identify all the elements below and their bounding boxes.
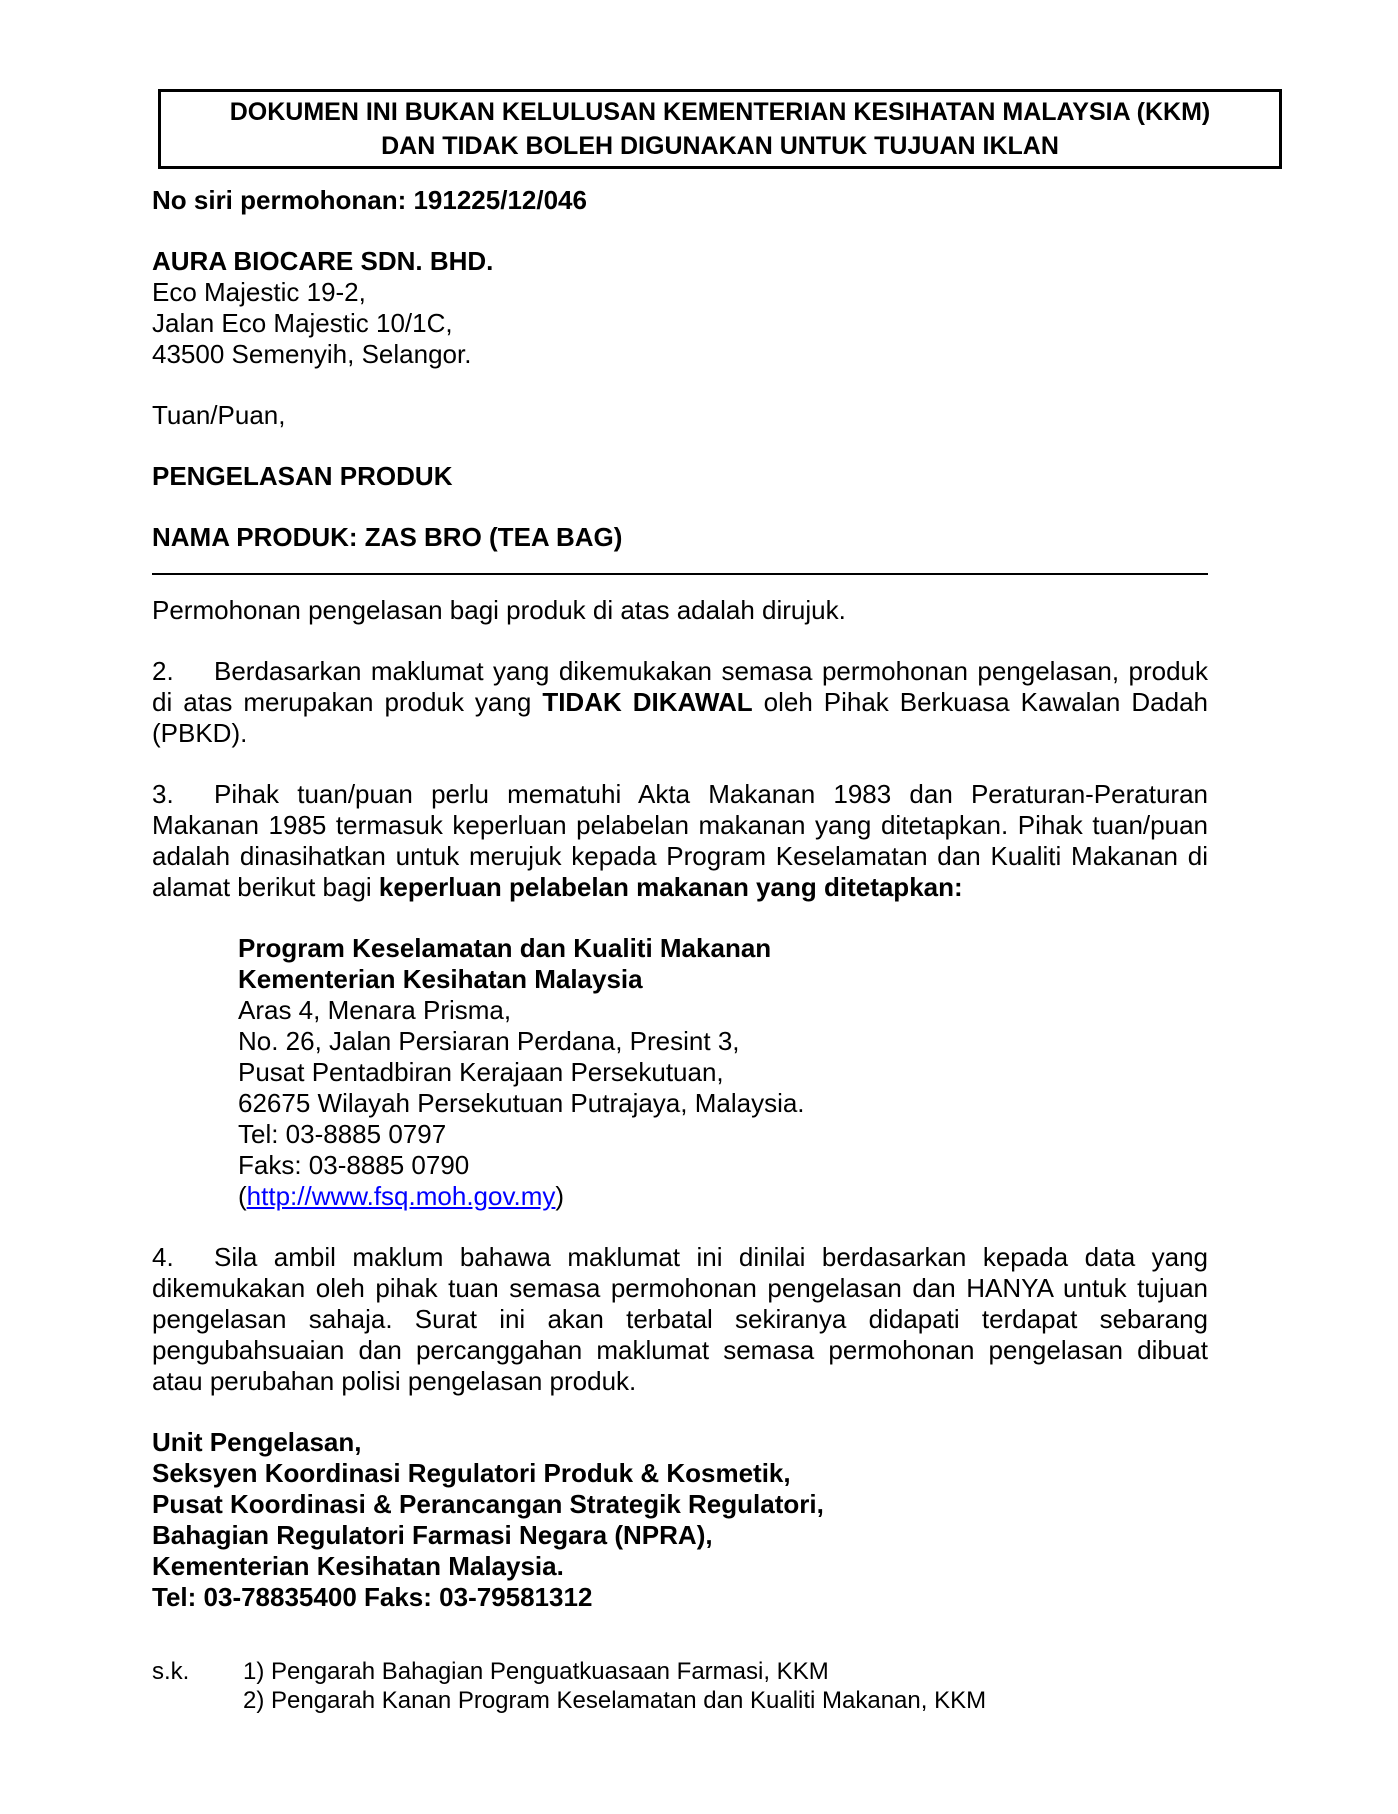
cc-items bbox=[243, 1657, 986, 1715]
recipient-address-line: Eco Majestic 19-2, bbox=[152, 277, 366, 307]
cc-item: 2) Pengarah Kanan Program Keselamatan dan Kualiti Makanan, KKM bbox=[243, 1687, 987, 1714]
signature-line: Pusat Koordinasi & Perancangan Strategik Regulatori, bbox=[152, 1489, 824, 1519]
paragraph-3 bbox=[152, 779, 1208, 903]
fsq-address-block bbox=[152, 933, 1208, 1212]
notice-line-1: DOKUMEN INI BUKAN KELULUSAN KEMENTERIAN KESIHATAN MALAYSIA (KKM) bbox=[229, 98, 1211, 126]
fsq-phone-line: Tel: 03-8885 0797 bbox=[238, 1119, 447, 1149]
signature-line: Seksyen Koordinasi Regulatori Produk & Kosmetik, bbox=[152, 1458, 791, 1488]
paragraph-number: 2. bbox=[152, 656, 174, 686]
intro-paragraph: Permohonan pengelasan bagi produk di atas adalah dirujuk. bbox=[152, 595, 846, 625]
paragraph-text: Berdasarkan maklumat yang dikemukakan semasa permohonan pengelasan, produk di atas merupakan produk yang bbox=[152, 656, 1208, 717]
paragraph-number: 3. bbox=[152, 779, 174, 809]
product-name-heading: NAMA PRODUK: ZAS BRO (TEA BAG) bbox=[152, 522, 623, 552]
signature-line: Kementerian Kesihatan Malaysia. bbox=[152, 1551, 564, 1581]
paragraph-text: Pihak tuan/puan perlu mematuhi Akta Makanan 1983 dan Peraturan-Peraturan Makanan 1985 termasuk keperluan pelabelan makanan yang ditetapkan. Pihak tuan/puan adalah dinasihatkan untuk merujuk kepada Program Keselamatan dan Kualiti Makanan di alamat berikut bagi bbox=[152, 779, 1208, 902]
recipient-address-line: Jalan Eco Majestic 10/1C, bbox=[152, 308, 453, 338]
fsq-fax-line: Faks: 03-8885 0790 bbox=[238, 1150, 470, 1180]
paragraph-2 bbox=[152, 656, 1208, 749]
notice-line-2: DAN TIDAK BOLEH DIGUNAKAN UNTUK TUJUAN IKLAN bbox=[381, 132, 1059, 160]
fsq-address-line: Pusat Pentadbiran Kerajaan Persekutuan, bbox=[238, 1057, 724, 1087]
bold-emphasis: TIDAK DIKAWAL bbox=[542, 687, 753, 717]
cc-block bbox=[152, 1657, 1208, 1715]
letter-body bbox=[152, 185, 1208, 1715]
signature-line: Unit Pengelasan, bbox=[152, 1427, 362, 1457]
serial-number: No siri permohonan: 191225/12/046 bbox=[152, 185, 587, 215]
fsq-website-link[interactable]: http://www.fsq.moh.gov.my bbox=[246, 1181, 556, 1211]
link-open-paren: ( bbox=[238, 1181, 247, 1211]
signature-line: Bahagian Regulatori Farmasi Negara (NPRA), bbox=[152, 1520, 713, 1550]
recipient-address-line: 43500 Semenyih, Selangor. bbox=[152, 339, 472, 369]
bold-emphasis: keperluan pelabelan makanan yang ditetapkan: bbox=[378, 872, 963, 902]
recipient-block bbox=[152, 246, 1208, 370]
cc-label: s.k. bbox=[152, 1658, 190, 1685]
divider-line bbox=[152, 573, 1208, 575]
notice-box bbox=[158, 89, 1282, 169]
cc-item: 1) Pengarah Bahagian Penguatkuasaan Farmasi, KKM bbox=[243, 1658, 829, 1685]
fsq-address-line: Kementerian Kesihatan Malaysia bbox=[238, 964, 643, 994]
signature-block bbox=[152, 1427, 1208, 1613]
fsq-address-line: 62675 Wilayah Persekutuan Putrajaya, Malaysia. bbox=[238, 1088, 805, 1118]
fsq-address-line: Aras 4, Menara Prisma, bbox=[238, 995, 512, 1025]
salutation: Tuan/Puan, bbox=[152, 400, 286, 430]
link-close-paren: ) bbox=[555, 1181, 565, 1211]
paragraph-text: Sila ambil maklum bahawa maklumat ini dinilai berdasarkan kepada data yang dikemukakan oleh pihak tuan semasa permohonan pengelasan dan HANYA untuk tujuan pengelasan sahaja. Surat ini akan terbatal sekiranya didapati terdapat sebarang pengubahsuaian dan percanggahan maklumat semasa permohonan pengelasan dibuat atau perubahan polisi pengelasan produk. bbox=[152, 1242, 1208, 1396]
fsq-address-line: No. 26, Jalan Persiaran Perdana, Presint 3, bbox=[238, 1026, 740, 1056]
paragraph-4 bbox=[152, 1242, 1208, 1397]
fsq-address-line: Program Keselamatan dan Kualiti Makanan bbox=[238, 933, 772, 963]
signature-phone-line: Tel: 03-78835400 Faks: 03-79581312 bbox=[152, 1582, 593, 1612]
paragraph-text: oleh Pihak Berkuasa Kawalan Dadah (PBKD). bbox=[152, 687, 1208, 748]
paragraph-number: 4. bbox=[152, 1242, 174, 1272]
recipient-name: AURA BIOCARE SDN. BHD. bbox=[152, 246, 494, 276]
subject-heading: PENGELASAN PRODUK bbox=[152, 461, 453, 491]
fsq-link-line bbox=[238, 1181, 1208, 1212]
